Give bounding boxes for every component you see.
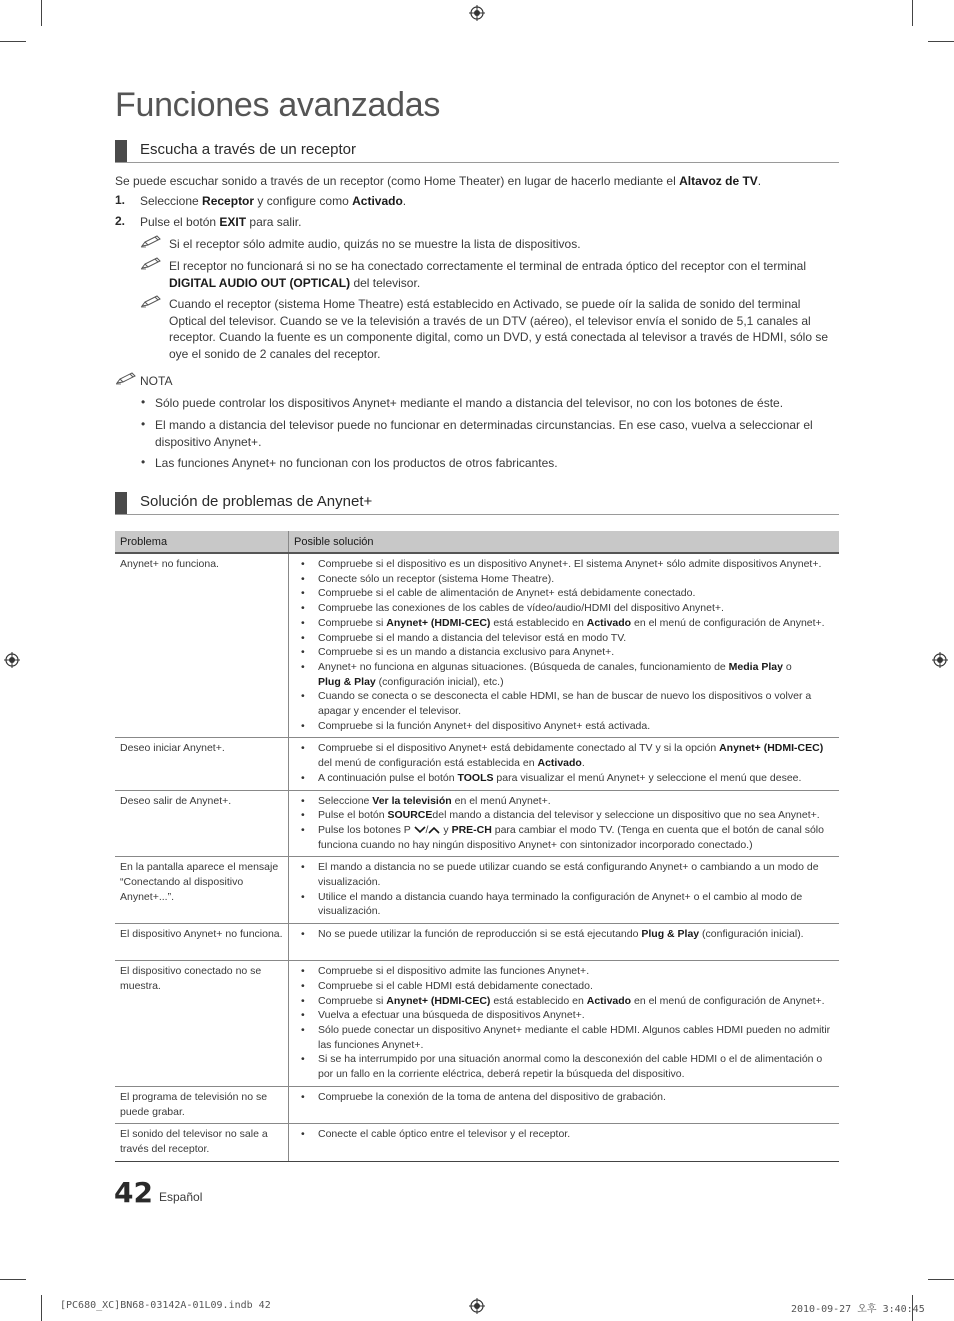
step-text: Pulse el botón EXIT para salir. bbox=[140, 215, 302, 229]
table-row bbox=[115, 553, 839, 738]
crop-mark bbox=[912, 0, 913, 26]
solution-cell bbox=[289, 738, 840, 790]
solution-list bbox=[294, 794, 834, 853]
solution-item: • Compruebe si es un mando a distancia exclusivo para Anynet+. bbox=[294, 645, 834, 660]
bullet: • bbox=[141, 455, 146, 469]
solution-item: • El mando a distancia no se puede utilizar cuando se está configurando Anynet+ o cambiando a un modo de visualización. bbox=[294, 860, 834, 889]
problem-cell: Deseo iniciar Anynet+. bbox=[115, 738, 289, 790]
problem-cell: Anynet+ no funciona. bbox=[115, 553, 289, 738]
section-heading bbox=[115, 492, 839, 515]
page-title: Funciones avanzadas bbox=[115, 86, 441, 124]
solution-cell bbox=[289, 553, 840, 738]
table-row bbox=[115, 790, 839, 857]
footer-file-info: [PC680_XC]BN68-03142A-01L09.indb 42 bbox=[60, 1300, 271, 1311]
solution-item: • Compruebe si el cable de alimentación de Anynet+ está debidamente conectado. bbox=[294, 586, 834, 601]
note-pencil-icon bbox=[140, 256, 164, 270]
solution-cell bbox=[289, 857, 840, 924]
solution-item: • Conecte el cable óptico entre el televisor y el receptor. bbox=[294, 1127, 834, 1142]
note-pencil-icon bbox=[140, 234, 164, 248]
note-text: El receptor no funcionará si no se ha conectado correctamente el terminal de entrada óptico del receptor con el terminal DIGITAL AUDIO OUT (OPTICAL) del televisor. bbox=[169, 259, 807, 290]
solution-item: • Compruebe si el dispositivo admite las funciones Anynet+. bbox=[294, 964, 834, 979]
troubleshooting-table bbox=[115, 531, 839, 1162]
table-header-row bbox=[115, 531, 839, 553]
column-header-solution: Posible solución bbox=[289, 531, 840, 553]
solution-item: • Vuelva a efectuar una búsqueda de dispositivos Anynet+. bbox=[294, 1008, 834, 1023]
solution-cell bbox=[289, 961, 840, 1087]
nota-label: NOTA bbox=[140, 374, 173, 388]
solution-item: • Compruebe la conexión de la toma de antena del dispositivo de grabación. bbox=[294, 1090, 834, 1105]
table-row bbox=[115, 738, 839, 790]
solution-item: • Anynet+ no funciona en algunas situaciones. (Búsqueda de canales, funcionamiento de Media Play o Plug & Play (configuración inicial), etc.) bbox=[294, 660, 834, 689]
nota-item: El mando a distancia del televisor puede no funcionar en determinadas circunstancias. En ese caso, vuelva a seleccionar el dispositivo Anynet+. bbox=[155, 418, 813, 449]
table-row bbox=[115, 1086, 839, 1123]
section-heading bbox=[115, 140, 839, 163]
page-number: 42 bbox=[114, 1176, 153, 1209]
solution-list bbox=[294, 1090, 834, 1105]
solution-cell bbox=[289, 1124, 840, 1161]
problem-cell: Deseo salir de Anynet+. bbox=[115, 790, 289, 857]
crop-mark bbox=[41, 1295, 42, 1321]
note-text: Cuando el receptor (sistema Home Theatre) está establecido en Activado, se puede oír la salida de sonido del terminal Optical del televisor. Cuando se ve la televisión a través de un DTV (aéreo), el televisor envía el sonido de 5,1 canales al receptor. Cuando la fuente es un componente digital, como un DVD, y está conectada al televisor a través de HDMI, sólo se oye el sonido de 2 canales del receptor. bbox=[169, 297, 829, 361]
solution-item: • Cuando se conecta o se desconecta el cable HDMI, se han de buscar de nuevo los dispositivos o volver a apagar y encender el televisor. bbox=[294, 689, 834, 718]
table-row bbox=[115, 961, 839, 1087]
crop-mark bbox=[928, 1279, 954, 1280]
note-text: Si el receptor sólo admite audio, quizás no se muestre la lista de dispositivos. bbox=[169, 237, 581, 251]
solution-item: • Compruebe si la función Anynet+ del dispositivo Anynet+ está activada. bbox=[294, 719, 834, 734]
table-row bbox=[115, 924, 839, 961]
problem-cell: El dispositivo conectado no se muestra. bbox=[115, 961, 289, 1087]
solution-item: • Compruebe si el dispositivo es un dispositivo Anynet+. El sistema Anynet+ sólo admite dispositivos Anynet+. bbox=[294, 557, 834, 572]
column-header-problem: Problema bbox=[115, 531, 289, 553]
page-language: Español bbox=[159, 1190, 203, 1204]
solution-cell bbox=[289, 1086, 840, 1123]
solution-item: • Pulse los botones P / y PRE-CH para cambiar el modo TV. (Tenga en cuenta que el botón de canal sólo funciona cuando no hay ningún dispositivo Anynet+ con sintonizador incorporado conectado.) bbox=[294, 823, 834, 852]
solution-item: • Compruebe si el cable HDMI está debidamente conectado. bbox=[294, 979, 834, 994]
nota-item: Sólo puede controlar los dispositivos Anynet+ mediante el mando a distancia del televisor, no con los botones de éste. bbox=[155, 396, 784, 410]
solution-item: • No se puede utilizar la función de reproducción si se está ejecutando Plug & Play (configuración inicial). bbox=[294, 927, 834, 942]
registration-mark-icon bbox=[4, 652, 20, 668]
nota-item: Las funciones Anynet+ no funcionan con los productos de otros fabricantes. bbox=[155, 456, 558, 470]
section-heading-label: Escucha a través de un receptor bbox=[140, 141, 356, 158]
solution-item: • Compruebe si el dispositivo Anynet+ está debidamente conectado al TV y si la opción Anynet+ (HDMI-CEC) del menú de configuración está establecida en Activado. bbox=[294, 741, 834, 770]
step-number: 1. bbox=[115, 193, 126, 207]
chevron-up-icon bbox=[428, 826, 440, 834]
registration-mark-icon bbox=[469, 5, 485, 21]
solution-item: • Compruebe las conexiones de los cables de vídeo/audio/HDMI del dispositivo Anynet+. bbox=[294, 601, 834, 616]
crop-mark bbox=[0, 1279, 26, 1280]
solution-list bbox=[294, 741, 834, 785]
registration-mark-icon bbox=[469, 1298, 485, 1314]
note-pencil-icon bbox=[115, 371, 139, 385]
bullet: • bbox=[141, 417, 146, 431]
solution-item: • Compruebe si el mando a distancia del televisor está en modo TV. bbox=[294, 631, 834, 646]
solution-list bbox=[294, 557, 834, 733]
solution-item: • Pulse el botón SOURCEdel mando a distancia del televisor y seleccione un dispositivo que no sea Anynet+. bbox=[294, 808, 834, 823]
solution-item: • Compruebe si Anynet+ (HDMI-CEC) está establecido en Activado en el menú de configuración de Anynet+. bbox=[294, 616, 834, 631]
solution-cell bbox=[289, 790, 840, 857]
solution-cell bbox=[289, 924, 840, 961]
registration-mark-icon bbox=[932, 652, 948, 668]
section-heading-bar bbox=[115, 140, 127, 162]
solution-item: • Seleccione Ver la televisión en el menú Anynet+. bbox=[294, 794, 834, 809]
note-pencil-icon bbox=[140, 294, 164, 308]
solution-item: • Conecte sólo un receptor (sistema Home Theatre). bbox=[294, 572, 834, 587]
crop-mark bbox=[0, 41, 26, 42]
problem-cell: El dispositivo Anynet+ no funciona. bbox=[115, 924, 289, 961]
crop-mark bbox=[928, 41, 954, 42]
intro-paragraph: Se puede escuchar sonido a través de un receptor (como Home Theater) en lugar de hacerlo mediante el Altavoz de TV. bbox=[115, 174, 762, 188]
solution-list bbox=[294, 964, 834, 1082]
solution-item: • Si se ha interrumpido por una situación anormal como la desconexión del cable HDMI o el de alimentación o por un fallo en la corriente eléctrica, deberá repetir la búsqueda del dispositivo. bbox=[294, 1052, 834, 1081]
solution-item: • Sólo puede conectar un dispositivo Anynet+ mediante el cable HDMI. Algunos cables HDMI pueden no admitir las funciones Anynet+. bbox=[294, 1023, 834, 1052]
problem-cell: El sonido del televisor no sale a través del receptor. bbox=[115, 1124, 289, 1161]
bullet: • bbox=[141, 395, 146, 409]
step-text: Seleccione Receptor y configure como Activado. bbox=[140, 194, 407, 208]
solution-list bbox=[294, 1127, 834, 1142]
table-row bbox=[115, 1124, 839, 1161]
footer-date: 2010-09-27 오후 3:40:45 bbox=[791, 1304, 925, 1315]
section-heading-label: Solución de problemas de Anynet+ bbox=[140, 493, 373, 510]
solution-item: • Compruebe si Anynet+ (HDMI-CEC) está establecido en Activado en el menú de configuración de Anynet+. bbox=[294, 994, 834, 1009]
crop-mark bbox=[41, 0, 42, 26]
solution-list bbox=[294, 927, 834, 942]
chevron-down-icon bbox=[414, 826, 426, 834]
problem-cell: El programa de televisión no se puede grabar. bbox=[115, 1086, 289, 1123]
solution-item: • A continuación pulse el botón TOOLS para visualizar el menú Anynet+ y seleccione el menú que desee. bbox=[294, 771, 834, 786]
table-row bbox=[115, 857, 839, 924]
step-number: 2. bbox=[115, 214, 126, 228]
problem-cell: En la pantalla aparece el mensaje “Conectando al dispositivo Anynet+...”. bbox=[115, 857, 289, 924]
section-heading-bar bbox=[115, 492, 127, 514]
solution-item: • Utilice el mando a distancia cuando haya terminado la configuración de Anynet+ o el cambio al modo de visualización. bbox=[294, 890, 834, 919]
solution-list bbox=[294, 860, 834, 919]
